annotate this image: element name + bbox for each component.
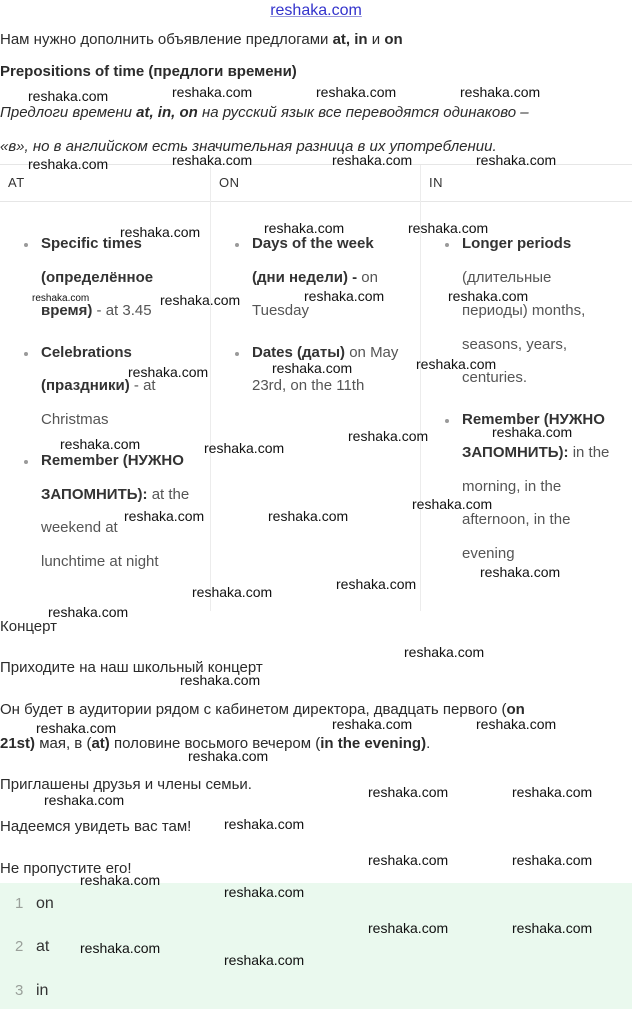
item-example: lunchtime at night	[41, 552, 159, 570]
column-divider	[210, 165, 211, 611]
watermark-text: reshaka.com	[476, 716, 557, 732]
list-item	[252, 227, 417, 328]
intro-text-mid: и	[367, 31, 385, 48]
description-before: Предлоги времени	[0, 104, 137, 121]
intro-word-on: on	[384, 31, 403, 48]
item-example: - at	[129, 377, 156, 394]
item-example: Christmas	[41, 410, 109, 428]
watermark-text: reshaka.com	[368, 920, 449, 936]
description-after: на русский язык все переводятся одинаково –	[197, 104, 529, 121]
item-text: seasons, years,	[462, 335, 568, 353]
watermark-text: reshaka.com	[460, 84, 541, 100]
watermark-text: reshaka.com	[332, 716, 413, 732]
watermark-text: reshaka.com	[316, 84, 397, 100]
watermark-text: reshaka.com	[204, 440, 285, 456]
answer-on: on	[506, 701, 525, 718]
column-on	[252, 227, 417, 403]
watermark-text: reshaka.com	[160, 292, 241, 308]
item-text: периоды) months,	[462, 302, 586, 319]
watermark-text: reshaka.com	[264, 220, 345, 236]
list-item	[41, 336, 209, 437]
item-example: on	[357, 268, 378, 286]
watermark-text: reshaka.com	[512, 852, 593, 868]
header-on: ON	[219, 175, 240, 190]
watermark-text: reshaka.com	[28, 156, 109, 172]
letter-details-line-1	[0, 701, 525, 718]
watermark-text: reshaka.com	[412, 496, 493, 512]
watermark-text: reshaka.com	[512, 920, 593, 936]
watermark-text: reshaka.com	[416, 356, 497, 372]
item-title: Days of the week	[252, 235, 374, 252]
list-item	[41, 227, 209, 328]
item-example: 23rd, on the 11th	[252, 377, 365, 394]
answer-in-the-evening: in the evening)	[320, 735, 427, 752]
watermark-text: reshaka.com	[404, 644, 485, 660]
watermark-text: reshaka.com	[180, 672, 261, 688]
item-text: (длительные	[462, 268, 552, 286]
item-example: afternoon, in the	[462, 511, 571, 528]
letter-invite: Приходите на наш школьный концерт	[0, 659, 263, 676]
watermark-text: reshaka.com	[480, 564, 561, 580]
column-in	[462, 227, 630, 570]
item-sub: (праздники)	[41, 377, 130, 394]
header-at: AT	[8, 175, 25, 190]
answer-value: in	[36, 982, 49, 999]
watermark-text: reshaka.com	[476, 152, 557, 168]
details-text: .	[426, 735, 431, 752]
watermark-text: reshaka.com	[192, 584, 273, 600]
watermark-text: reshaka.com	[272, 360, 353, 376]
watermark-text: reshaka.com	[368, 852, 449, 868]
description-line-2: «в», но в английском есть значительная разница в их употреблении.	[0, 138, 497, 155]
answer-number: 3	[15, 982, 24, 999]
answer-row	[0, 883, 632, 925]
answer-at: at)	[91, 735, 110, 752]
item-title: Longer periods	[462, 235, 572, 252]
description-prepositions: at, in, on	[136, 104, 198, 121]
intro-text-before: Нам нужно дополнить объявление предлогами	[0, 31, 333, 48]
item-example: evening	[462, 544, 515, 562]
watermark-text: reshaka.com	[60, 436, 141, 452]
watermark-text: reshaka.com	[348, 428, 429, 444]
watermark-text: reshaka.com	[172, 84, 253, 100]
answer-number: 2	[15, 938, 24, 955]
watermark-text: reshaka.com	[188, 748, 269, 764]
item-example: on May	[345, 343, 399, 361]
watermark-text: reshaka.com	[36, 720, 117, 736]
intro-word-at-in: at, in	[332, 31, 368, 48]
item-title: Remember (НУЖНО	[41, 452, 184, 469]
answer-value: on	[36, 895, 54, 912]
description-line-1	[0, 104, 529, 121]
column-at	[41, 227, 209, 578]
item-title: Dates	[252, 343, 293, 361]
watermark-text: reshaka.com	[80, 940, 161, 956]
watermark-text: reshaka.com	[268, 508, 349, 524]
item-sub: ЗАПОМНИТЬ):	[41, 485, 148, 503]
watermark-text: reshaka.com	[32, 293, 90, 304]
item-example: Tuesday	[252, 302, 309, 319]
answer-row	[0, 970, 632, 1012]
item-example: in the	[568, 444, 610, 461]
details-text: Он будет в аудитории рядом с кабинетом директора, двадцать первого (	[0, 701, 507, 718]
answer-21st: 21st)	[0, 735, 36, 752]
watermark-text: reshaka.com	[304, 288, 385, 304]
header-in: IN	[429, 175, 443, 190]
item-example: at the	[147, 485, 190, 503]
watermark-text: reshaka.com	[512, 784, 593, 800]
watermark-text: reshaka.com	[408, 220, 489, 236]
letter-title: Концерт	[0, 618, 58, 635]
item-example: - at 3.45	[92, 302, 152, 319]
item-example: weekend at	[41, 519, 118, 536]
watermark-text: reshaka.com	[368, 784, 449, 800]
item-title: Remember (НУЖНО	[462, 410, 605, 428]
item-sub: время)	[41, 302, 93, 319]
item-sub: (определённое	[41, 268, 154, 286]
item-example: morning, in the	[462, 477, 562, 495]
letter-hope: Надеемся увидеть вас там!	[0, 818, 192, 835]
answer-value: at	[36, 938, 50, 955]
watermark-text: reshaka.com	[224, 884, 305, 900]
watermark-text: reshaka.com	[120, 224, 201, 240]
watermark-text: reshaka.com	[48, 604, 129, 620]
watermark-text: reshaka.com	[336, 576, 417, 592]
item-title: Specific times	[41, 235, 142, 252]
item-title: Celebrations	[41, 343, 132, 361]
letter-dontmiss: Не пропустите его!	[0, 860, 132, 877]
answer-number: 1	[15, 895, 24, 912]
watermark-text: reshaka.com	[224, 816, 305, 832]
details-text: мая, в (	[35, 735, 92, 752]
letter-guests: Приглашены друзья и члены семьи.	[0, 776, 252, 793]
item-sub: (дни недели) -	[252, 268, 358, 286]
watermark-text: reshaka.com	[124, 508, 205, 524]
watermark-text: reshaka.com	[80, 872, 161, 888]
watermark-text: reshaka.com	[44, 792, 125, 808]
item-text: centuries.	[462, 369, 528, 386]
section-heading: Prepositions of time (предлоги времени)	[0, 63, 297, 80]
watermark-text: reshaka.com	[448, 288, 529, 304]
item-sub: ЗАПОМНИТЬ):	[462, 444, 569, 461]
watermark-text: reshaka.com	[172, 152, 253, 168]
watermark-text: reshaka.com	[332, 152, 413, 168]
watermark-text: reshaka.com	[28, 88, 109, 104]
site-title[interactable]: reshaka.com	[270, 2, 362, 19]
details-text: половине восьмого вечером (	[109, 735, 321, 752]
item-sub: (даты)	[292, 343, 346, 361]
intro-text	[0, 31, 403, 48]
watermark-text: reshaka.com	[224, 952, 305, 968]
watermark-text: reshaka.com	[128, 364, 209, 380]
watermark-text: reshaka.com	[492, 424, 573, 440]
